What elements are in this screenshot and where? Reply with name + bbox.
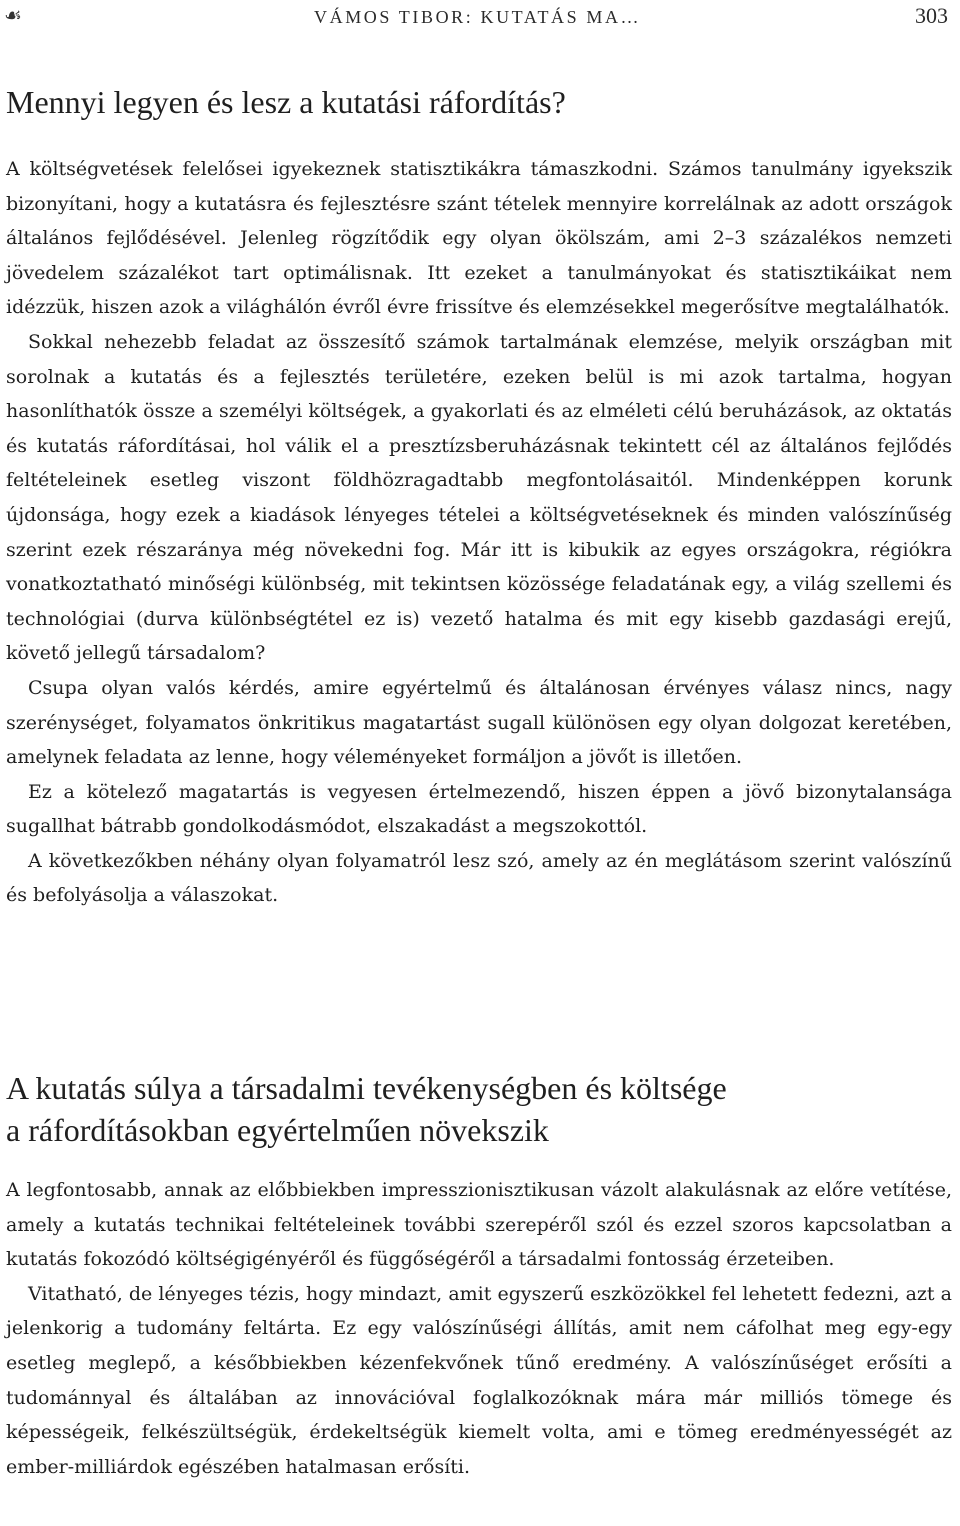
paragraph: Csupa olyan valós kérdés, amire egyértelmű és általánosan érvényes válasz nincs, nagy szerénységet, folyamatos önkritikus magatartást sugall különösen egy olyan dolgozat keretében, amelynek feladata az lenne, hogy véleményeket formáljon a jövőt is illetően. xyxy=(6,676,952,769)
section-body xyxy=(6,152,952,913)
paragraph: Sokkal nehezebb feladat az összesítő számok tartalmának elemzése, melyik országban mit sorolnak a kutatás és a fejlesztés területére, ezeken belül is mi azok tartalma, hogyan hasonlíthatók össze a személyi költségek, a gyakorlati és az elméleti célú beruházások, az oktatás és kutatás ráfordításai, hol válik el a presztízsberuházásnak tekintett cél az általános fejlődés feltételeinek esetleg viszont földhözragadtabb megfontolásaitól. Mindenképpen korunk újdonsága, hogy ezek a kiadások lényeges tételei a költségvetéseknek és minden valószínűség szerint ezek részaránya még növekedni fog. Már itt is kibukik az egyes országokra, régiókra vonatkoztatható minőségi különbség, mit tekintsen közössége feladatának egy, a világ szellemi és technológiai (durva különbségtétel ez is) vezető hatalma és mit egy kisebb gazdasági erejű, követő jellegű társadalom? xyxy=(6,330,952,665)
running-head-title: VÁMOS TIBOR: KUTATÁS MA… xyxy=(314,7,642,27)
paragraph: A legfontosabb, annak az előbbiekben impresszionisztikusan vázolt alakulásnak az előre vetítése, amely a kutatás technikai feltételeinek további szerepéről szól és ezzel szoros kapcsolatban a kutatás fokozódó költségigényéről és függőségéről a társadalmi fontosság érzeteiben. xyxy=(6,1179,952,1271)
fleuron-icon: ☙ xyxy=(4,3,22,27)
paragraph: Ez a kötelező magatartás is vegyesen értelmezendő, hiszen éppen a jövő bizonytalansága sugallhat bátrabb gondolkodásmódot, elszakadást a megszokottól. xyxy=(6,780,952,838)
page-number: 303 xyxy=(915,3,948,28)
running-head xyxy=(0,2,960,32)
paragraph: A költségvetések felelősei igyekeznek statisztikákra támaszkodni. Számos tanulmány igyekszik bizonyítani, hogy a kutatásra és fejlesztésre szánt tételek mennyire korrelálnak az adott országok általános fejlődésével. Jelenleg rögzítődik egy olyan ökölszám, ami 2–3 százalékos nemzeti jövedelem százalékot tart optimálisnak. Itt ezeket a tanulmányokat és statisztikáikat nem idézzük, hiszen azok a világhálón évről évre frissítve és elemzésekkel megerősítve megtalálhatók. xyxy=(6,158,952,319)
subsection-heading-line: A kutatás súlya a társadalmi tevékenységben és költsége xyxy=(6,1070,727,1106)
subsection-heading-line: a ráfordításokban egyértelműen növekszik xyxy=(6,1112,549,1148)
section-heading: Mennyi legyen és lesz a kutatási ráfordítás? xyxy=(6,84,566,120)
subsection-body xyxy=(6,1173,952,1484)
paragraph: Vitatható, de lényeges tézis, hogy mindazt, amit egyszerű eszközökkel fel lehetett fedezni, azt a jelenkorig a tudomány feltárta. Ez egy valószínűségi állítás, amit nem cáfolhat meg egy-egy esetleg meglepő, a későbbiekben kézenfekvőnek tűnő eredmény. A valószínűséget erősíti a tudománnyal és általában az innovációval foglalkozóknak mára már milliós tömege és képességeik, felkészültségük, érdekeltségük kiemelt volta, ami e tömeg eredményességét az ember-milliárdok egészében hatalmasan erősíti. xyxy=(6,1282,952,1478)
paragraph: A következőkben néhány olyan folyamatról lesz szó, amely az én meglátásom szerint valószínű és befolyásolja a válaszokat. xyxy=(6,849,952,907)
subsection-heading xyxy=(6,1067,727,1151)
